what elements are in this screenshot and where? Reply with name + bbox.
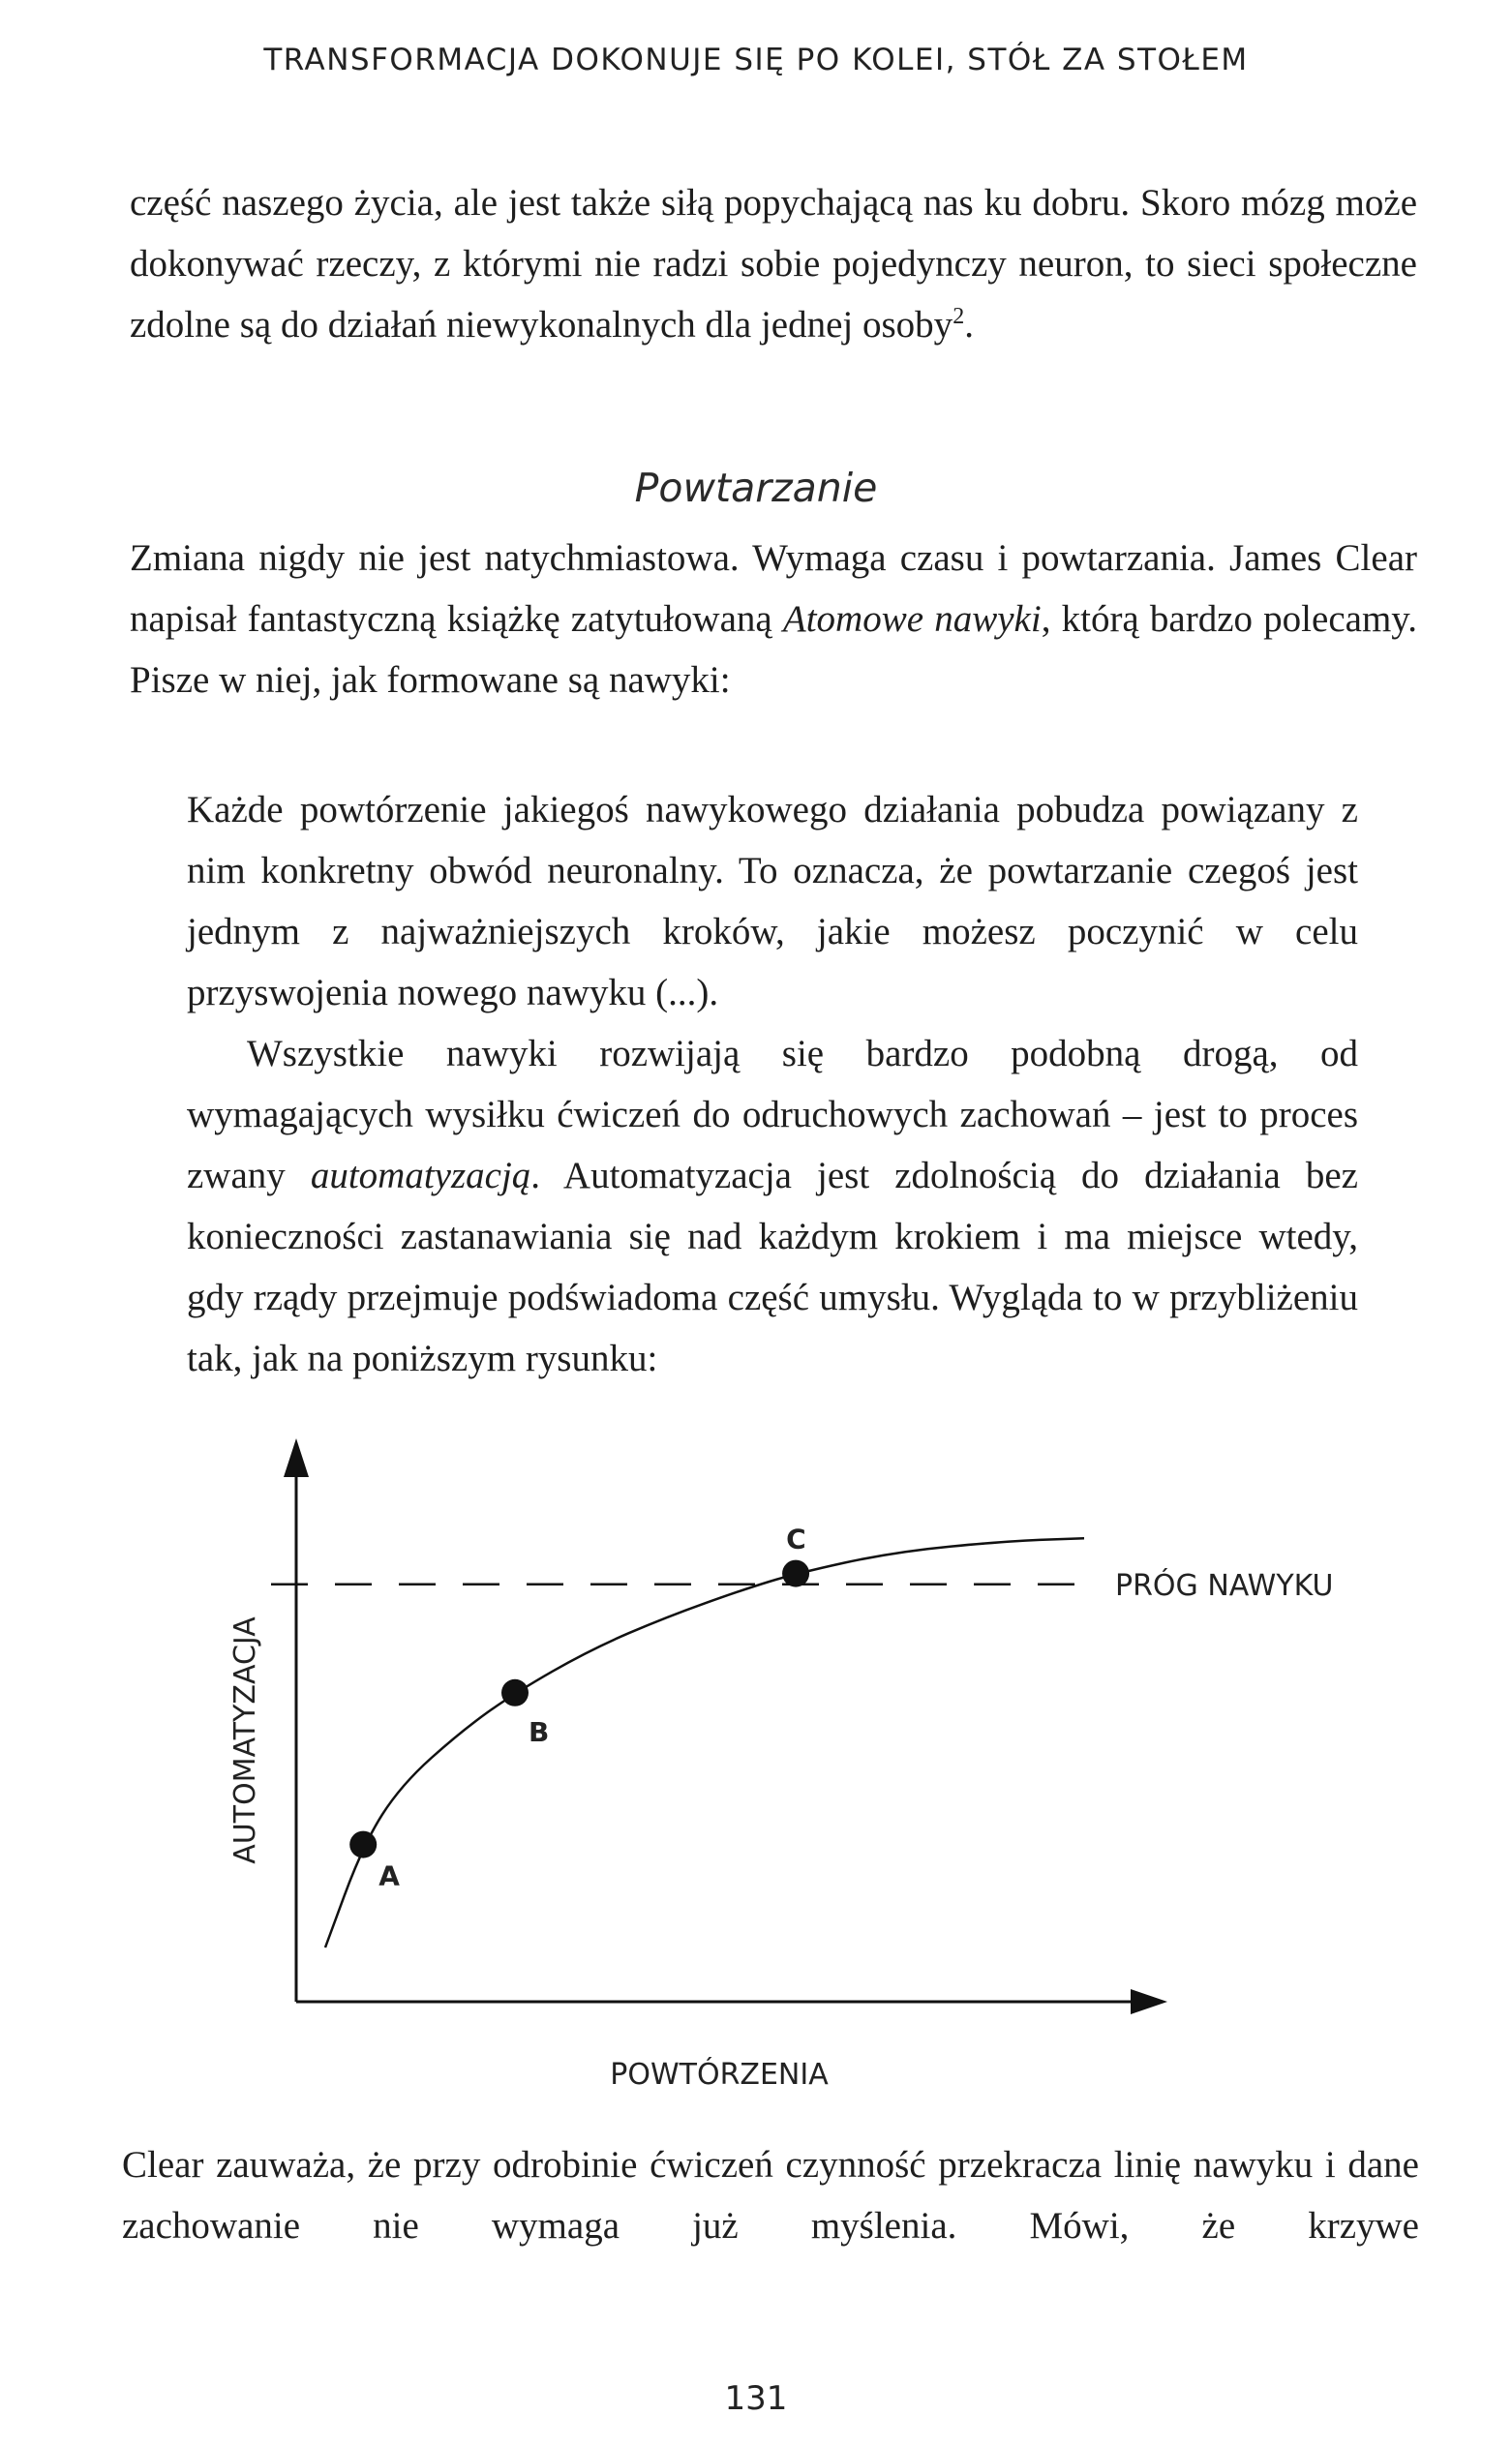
block-quote (187, 779, 1358, 1389)
point-label-c: C (786, 1523, 806, 1555)
data-points (349, 1524, 809, 1892)
book-title: Atomowe nawyki (782, 598, 1042, 640)
automation-chart (223, 1421, 1334, 2157)
point-c (782, 1560, 809, 1587)
paragraph-repetition-text-after: , którą bardzo polecamy. Pisze w niej, jak formowane są nawyki: (130, 598, 1417, 701)
paragraph-conclusion: Clear zauważa, że przy odrobinie ćwiczeń czynność przekracza linię nawyku i dane zachowanie nie wymaga już myślenia. Mówi, że krzywe (122, 2144, 1419, 2247)
quote-paragraph-2 (187, 1023, 1358, 1389)
quote-paragraph-2-after: . Automatyzacja jest zdolnością do działania bez konieczności zastanawiania się nad każdym krokiem i ma miejsce wtedy, gdy rządy przejmuje podświadoma część umysłu. Wygląda to w przybliżeniu tak, jak na poniższym rysunku: (187, 1155, 1358, 1379)
automation-curve (325, 1538, 1084, 1948)
axes (284, 1438, 1167, 2014)
quote-paragraph-1: Każde powtórzenie jakiegoś nawykowego działania pobudza powiązany z nim konkretny obwód neuronalny. To oznacza, że powtarzanie czegoś jest jednym z najważniejszych kroków, jakie możesz poczynić w celu przyswojenia nowego nawyku (...). (187, 789, 1358, 1013)
section-heading: Powtarzanie (634, 465, 878, 511)
term-automatyzacja: automatyzacją (310, 1155, 531, 1196)
paragraph-intro-end: . (964, 304, 974, 346)
paragraph-intro (130, 172, 1417, 355)
footnote-marker: 2 (953, 304, 965, 329)
y-axis-arrow (284, 1438, 309, 1477)
x-axis-arrow (1131, 1989, 1167, 2014)
quote-paragraph-2-before: Wszystkie nawyki rozwijają się bardzo podobną drogą, od wymagających wysiłku ćwiczeń do odruchowych zachowań – jest to proces zwany (187, 1033, 1358, 1196)
paragraph-intro-text: część naszego życia, ale jest także siłą popychającą nas ku dobru. Skoro mózg może dokonywać rzeczy, z którymi nie radzi sobie pojedynczy neuron, to sieci społeczne zdolne są do działań niewykonalnych dla jednej osoby (130, 182, 1417, 346)
point-label-a: A (378, 1859, 400, 1892)
y-axis-label: AUTOMATYZACJA (228, 1616, 262, 1864)
point-b (501, 1679, 529, 1706)
x-axis-label: POWTÓRZENIA (610, 2058, 829, 2092)
paragraph-repetition (130, 528, 1417, 710)
point-label-b: B (529, 1715, 550, 1748)
page-number: 131 (724, 2379, 788, 2418)
point-a (349, 1831, 377, 1858)
threshold-label: PRÓG NAWYKU (1115, 1568, 1334, 1603)
running-head: TRANSFORMACJA DOKONUJE SIĘ PO KOLEI, STÓŁ ZA STOŁEM (263, 43, 1249, 77)
paragraph-repetition-text-before: Zmiana nigdy nie jest natychmiastowa. Wymaga czasu i powtarzania. James Clear napisał fantastyczną książkę zatytułowaną (130, 537, 1417, 640)
